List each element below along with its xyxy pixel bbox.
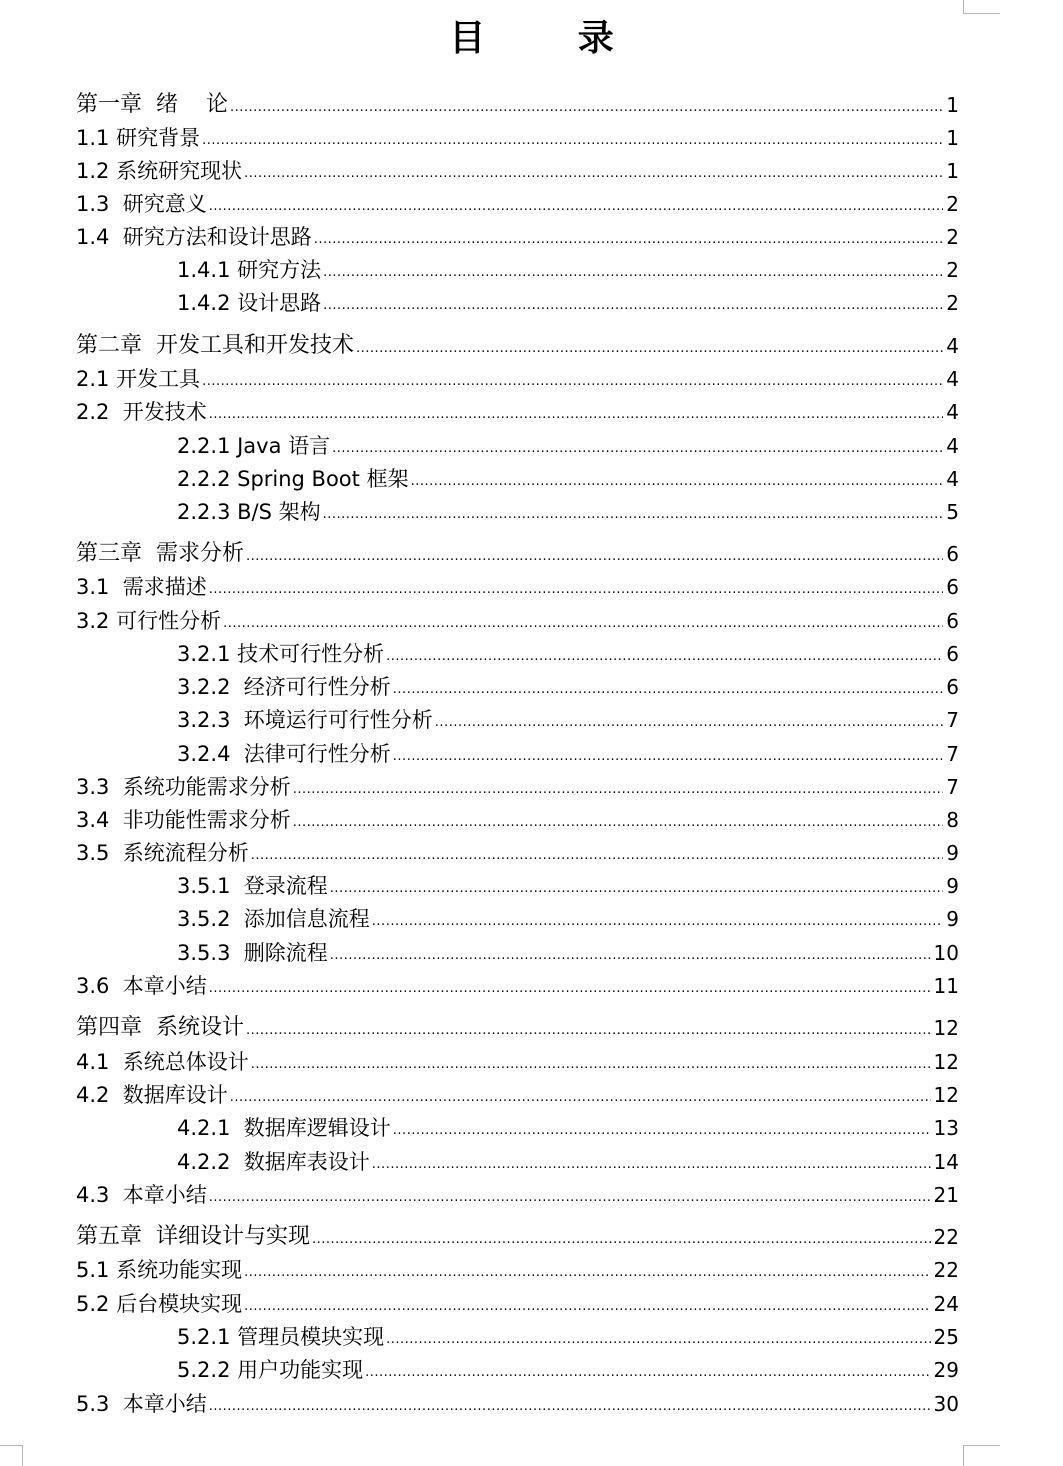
toc-dot-leader	[372, 911, 943, 933]
toc-entry-label: 3.2.3 环境运行可行性分析	[177, 708, 433, 732]
toc-subsection-entry[interactable]	[177, 638, 959, 668]
toc-page-number: 4	[946, 334, 959, 358]
toc-page-number: 9	[946, 841, 959, 865]
toc-page-number: 30	[933, 1392, 959, 1416]
toc-entry-label: 3.5 系统流程分析	[76, 841, 249, 865]
toc-dot-leader	[246, 1020, 931, 1042]
toc-subsection-entry[interactable]	[177, 870, 959, 900]
toc-page-number: 25	[933, 1325, 959, 1349]
toc-page-number: 1	[946, 93, 959, 117]
toc-page-number: 21	[933, 1183, 959, 1207]
toc-dot-leader	[323, 295, 943, 317]
toc-entry-label: 5.3 本章小结	[76, 1392, 207, 1416]
toc-subsection-entry[interactable]	[177, 738, 959, 768]
toc-page-number: 4	[946, 467, 959, 491]
toc-dot-leader	[246, 546, 943, 568]
toc-entry-label: 3.2.2 经济可行性分析	[177, 675, 391, 699]
toc-subsection-entry[interactable]	[177, 903, 959, 933]
toc-dot-leader	[330, 878, 943, 900]
toc-page-number: 6	[946, 642, 959, 666]
toc-chapter-entry[interactable]	[76, 1221, 959, 1251]
toc-page-number: 6	[946, 609, 959, 633]
toc-page-number: 12	[933, 1016, 959, 1040]
toc-subsection-entry[interactable]	[177, 463, 959, 493]
toc-subsection-entry[interactable]	[177, 287, 959, 317]
toc-page-number: 29	[933, 1358, 959, 1382]
toc-page-number: 9	[946, 874, 959, 898]
toc-entry-label: 4.2.2 数据库表设计	[177, 1150, 370, 1174]
toc-page-number: 12	[933, 1050, 959, 1074]
toc-entry-label: 4.1 系统总体设计	[76, 1050, 249, 1074]
toc-entry-label: 3.6 本章小结	[76, 974, 207, 998]
toc-dot-leader	[209, 196, 944, 218]
toc-dot-leader	[293, 779, 944, 801]
toc-page-number: 2	[946, 225, 959, 249]
toc-chapter-entry[interactable]	[76, 1012, 959, 1042]
toc-page-number: 7	[946, 708, 959, 732]
toc-chapter-entry[interactable]	[76, 330, 959, 360]
toc-page-number: 7	[946, 742, 959, 766]
toc-section-entry[interactable]	[76, 1288, 959, 1318]
toc-entry-label: 2.1 开发工具	[76, 367, 201, 391]
toc-entry-label: 1.4.1 研究方法	[177, 258, 322, 282]
toc-dot-leader	[209, 404, 944, 426]
toc-subsection-entry[interactable]	[177, 254, 959, 284]
toc-dot-leader	[244, 163, 943, 185]
toc-entry-label: 3.2 可行性分析	[76, 609, 222, 633]
toc-dot-leader	[330, 945, 931, 967]
toc-dot-leader	[393, 746, 943, 768]
toc-entry-label: 第一章 绪 论	[76, 92, 228, 117]
toc-entry-label: 第四章 系统设计	[76, 1015, 244, 1040]
toc-section-entry[interactable]	[76, 771, 959, 801]
toc-entry-label: 4.3 本章小结	[76, 1183, 207, 1207]
toc-page-number: 2	[946, 291, 959, 315]
toc-entry-label: 2.2.2 Spring Boot 框架	[177, 467, 409, 491]
toc-section-entry[interactable]	[76, 1179, 959, 1209]
toc-entry-label: 4.2.1 数据库逻辑设计	[177, 1116, 391, 1140]
toc-dot-leader	[223, 613, 943, 635]
toc-subsection-entry[interactable]	[177, 1146, 959, 1176]
toc-page-number: 4	[946, 434, 959, 458]
toc-entry-label: 5.2 后台模块实现	[76, 1292, 243, 1316]
toc-subsection-entry[interactable]	[177, 1321, 959, 1351]
toc-section-entry[interactable]	[76, 396, 959, 426]
toc-entry-label: 1.4.2 设计思路	[177, 291, 322, 315]
toc-page-number: 7	[946, 775, 959, 799]
toc-subsection-entry[interactable]	[177, 937, 959, 967]
toc-entry-label: 3.2.1 技术可行性分析	[177, 642, 385, 666]
toc-page-number: 5	[946, 500, 959, 524]
toc-entry-label: 1.4 研究方法和设计思路	[76, 225, 312, 249]
toc-entry-label: 第三章 需求分析	[76, 541, 244, 566]
toc-subsection-entry[interactable]	[177, 704, 959, 734]
toc-dot-leader	[386, 646, 943, 668]
toc-section-entry[interactable]	[76, 1079, 959, 1109]
toc-section-entry[interactable]	[76, 837, 959, 867]
toc-dot-leader	[209, 579, 944, 601]
toc-entry-label: 2.2.1 Java 语言	[177, 434, 331, 458]
toc-entry-label: 3.5.1 登录流程	[177, 874, 328, 898]
toc-page-number: 4	[946, 367, 959, 391]
toc-entry-label: 3.5.3 删除流程	[177, 941, 328, 965]
toc-entry-label: 2.2.3 B/S 架构	[177, 500, 321, 524]
toc-entry-label: 5.2.2 用户功能实现	[177, 1358, 364, 1382]
toc-page-number: 1	[946, 126, 959, 150]
toc-dot-leader	[372, 1154, 931, 1176]
toc-section-entry[interactable]	[76, 363, 959, 393]
toc-page-number: 22	[933, 1225, 959, 1249]
toc-dot-leader	[393, 1120, 931, 1142]
toc-section-entry[interactable]	[76, 188, 959, 218]
toc-dot-leader	[314, 229, 944, 251]
toc-dot-leader	[209, 1396, 931, 1418]
toc-entry-label: 第二章 开发工具和开发技术	[76, 333, 354, 358]
toc-page-number: 14	[933, 1150, 959, 1174]
toc-dot-leader	[365, 1362, 930, 1384]
toc-dot-leader	[332, 438, 943, 460]
toc-page-number: 11	[933, 974, 959, 998]
toc-entry-label: 5.2.1 管理员模块实现	[177, 1325, 385, 1349]
toc-dot-leader	[202, 371, 943, 393]
toc-dot-leader	[411, 471, 944, 493]
page-title: 目 录	[449, 18, 654, 59]
toc-dot-leader	[312, 1229, 931, 1251]
toc-entry-label: 4.2 数据库设计	[76, 1083, 228, 1107]
toc-entry-label: 1.2 系统研究现状	[76, 159, 243, 183]
toc-entry-label: 第五章 详细设计与实现	[76, 1224, 310, 1249]
toc-dot-leader	[244, 1262, 930, 1284]
toc-page-number: 6	[946, 575, 959, 599]
toc-page-number: 2	[946, 192, 959, 216]
toc-entry-label: 3.5.2 添加信息流程	[177, 907, 370, 931]
toc-page-number: 22	[933, 1258, 959, 1282]
toc-dot-leader	[323, 504, 944, 526]
toc-dot-leader	[230, 97, 943, 119]
toc-dot-leader	[251, 1054, 931, 1076]
toc-subsection-entry[interactable]	[177, 430, 959, 460]
toc-dot-leader	[209, 1187, 931, 1209]
toc-subsection-entry[interactable]	[177, 496, 959, 526]
toc-page-number: 1	[946, 159, 959, 183]
toc-dot-leader	[393, 679, 943, 701]
toc-section-entry[interactable]	[76, 1388, 959, 1418]
toc-dot-leader	[251, 845, 944, 867]
toc-dot-leader	[230, 1087, 931, 1109]
toc-subsection-entry[interactable]	[177, 1112, 959, 1142]
toc-dot-leader	[323, 262, 943, 284]
toc-section-entry[interactable]	[76, 970, 959, 1000]
toc-chapter-entry[interactable]	[76, 89, 959, 119]
toc-page-number: 12	[933, 1083, 959, 1107]
toc-page-number: 2	[946, 258, 959, 282]
toc-section-entry[interactable]	[76, 1046, 959, 1076]
toc-subsection-entry[interactable]	[177, 671, 959, 701]
toc-page-number: 6	[946, 542, 959, 566]
toc-entry-label: 3.1 需求描述	[76, 575, 207, 599]
toc-section-entry[interactable]	[76, 155, 959, 185]
toc-chapter-entry[interactable]	[76, 538, 959, 568]
toc-section-entry[interactable]	[76, 1254, 959, 1284]
toc-dot-leader	[244, 1296, 930, 1318]
toc-dot-leader	[435, 712, 943, 734]
toc-page-number: 6	[946, 675, 959, 699]
toc-entry-label: 2.2 开发技术	[76, 400, 207, 424]
toc-page-number: 10	[933, 941, 959, 965]
toc-entry-label: 1.1 研究背景	[76, 126, 201, 150]
toc-entry-label: 5.1 系统功能实现	[76, 1258, 243, 1282]
toc-subsection-entry[interactable]	[177, 1354, 959, 1384]
toc-entry-label: 3.2.4 法律可行性分析	[177, 742, 391, 766]
toc-dot-leader	[356, 338, 943, 360]
toc-page-number: 9	[946, 907, 959, 931]
toc-page-number: 8	[946, 808, 959, 832]
toc-dot-leader	[202, 130, 943, 152]
toc-entry-label: 3.4 非功能性需求分析	[76, 808, 291, 832]
toc-dot-leader	[386, 1329, 930, 1351]
toc-section-entry[interactable]	[76, 804, 959, 834]
toc-dot-leader	[293, 812, 944, 834]
toc-dot-leader	[209, 978, 931, 1000]
toc-page-number: 24	[933, 1292, 959, 1316]
toc-section-entry[interactable]	[76, 571, 959, 601]
toc-section-entry[interactable]	[76, 605, 959, 635]
toc-entry-label: 1.3 研究意义	[76, 192, 207, 216]
toc-section-entry[interactable]	[76, 122, 959, 152]
toc-section-entry[interactable]	[76, 221, 959, 251]
toc-page-number: 13	[933, 1116, 959, 1140]
toc-page-number: 4	[946, 400, 959, 424]
toc-entry-label: 3.3 系统功能需求分析	[76, 775, 291, 799]
